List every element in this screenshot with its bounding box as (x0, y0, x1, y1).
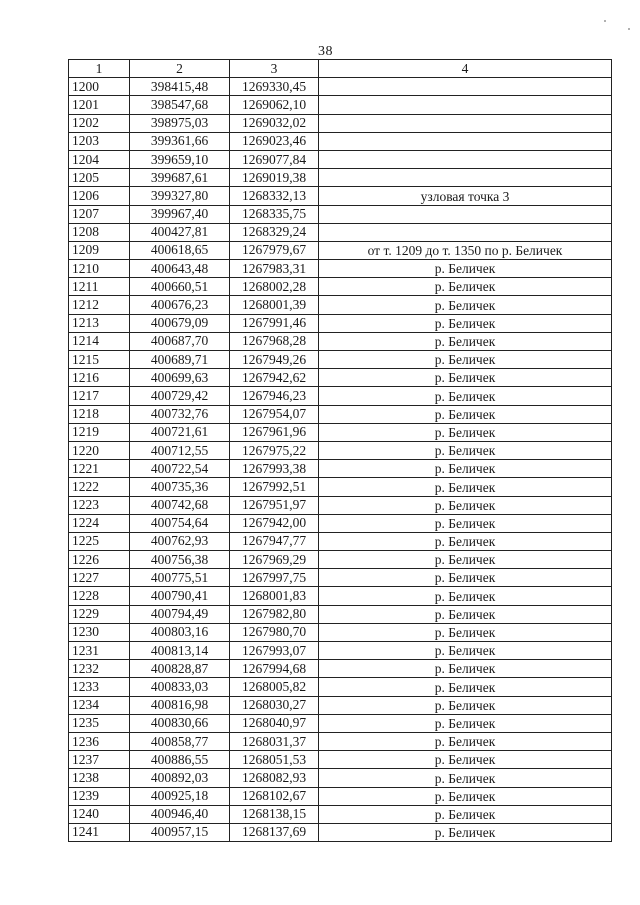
x-coordinate: 400699,63 (130, 369, 230, 387)
note: р. Беличек (319, 732, 612, 750)
note: р. Беличек (319, 769, 612, 787)
note: р. Беличек (319, 441, 612, 459)
point-number: 1209 (69, 241, 130, 259)
point-number: 1200 (69, 78, 130, 96)
note: р. Беличек (319, 751, 612, 769)
table-row (69, 241, 612, 259)
table-row (69, 441, 612, 459)
y-coordinate: 1268082,93 (230, 769, 319, 787)
point-number: 1231 (69, 642, 130, 660)
note (319, 205, 612, 223)
note: р. Беличек (319, 605, 612, 623)
point-number: 1234 (69, 696, 130, 714)
table-row (69, 405, 612, 423)
note: р. Беличек (319, 260, 612, 278)
y-coordinate: 1268051,53 (230, 751, 319, 769)
x-coordinate: 399687,61 (130, 169, 230, 187)
point-number: 1240 (69, 805, 130, 823)
table-header-row (69, 60, 612, 78)
table-row (69, 460, 612, 478)
table-row (69, 532, 612, 550)
y-coordinate: 1267993,07 (230, 642, 319, 660)
y-coordinate: 1267983,31 (230, 260, 319, 278)
x-coordinate: 400816,98 (130, 696, 230, 714)
y-coordinate: 1269023,46 (230, 132, 319, 150)
x-coordinate: 400946,40 (130, 805, 230, 823)
note: р. Беличек (319, 278, 612, 296)
y-coordinate: 1269330,45 (230, 78, 319, 96)
table-row (69, 187, 612, 205)
header-col-4: 4 (319, 60, 612, 78)
note: р. Беличек (319, 387, 612, 405)
note (319, 132, 612, 150)
point-number: 1235 (69, 714, 130, 732)
point-number: 1208 (69, 223, 130, 241)
x-coordinate: 399327,80 (130, 187, 230, 205)
point-number: 1218 (69, 405, 130, 423)
y-coordinate: 1268031,37 (230, 732, 319, 750)
note: р. Беличек (319, 696, 612, 714)
point-number: 1227 (69, 569, 130, 587)
y-coordinate: 1267942,00 (230, 514, 319, 532)
x-coordinate: 400660,51 (130, 278, 230, 296)
note: р. Беличек (319, 332, 612, 350)
table-row (69, 132, 612, 150)
x-coordinate: 400756,38 (130, 551, 230, 569)
table-row (69, 696, 612, 714)
point-number: 1211 (69, 278, 130, 296)
header-col-3: 3 (230, 60, 319, 78)
point-number: 1228 (69, 587, 130, 605)
y-coordinate: 1267951,97 (230, 496, 319, 514)
y-coordinate: 1268030,27 (230, 696, 319, 714)
y-coordinate: 1268001,83 (230, 587, 319, 605)
table-row (69, 787, 612, 805)
x-coordinate: 400712,55 (130, 441, 230, 459)
x-coordinate: 400830,66 (130, 714, 230, 732)
note: р. Беличек (319, 787, 612, 805)
point-number: 1229 (69, 605, 130, 623)
note: р. Беличек (319, 351, 612, 369)
point-number: 1239 (69, 787, 130, 805)
y-coordinate: 1267979,67 (230, 241, 319, 259)
table-row (69, 751, 612, 769)
table-row (69, 714, 612, 732)
note: р. Беличек (319, 587, 612, 605)
note: р. Беличек (319, 714, 612, 732)
point-number: 1204 (69, 150, 130, 168)
y-coordinate: 1267980,70 (230, 623, 319, 641)
x-coordinate: 400427,81 (130, 223, 230, 241)
y-coordinate: 1269032,02 (230, 114, 319, 132)
point-number: 1220 (69, 441, 130, 459)
point-number: 1202 (69, 114, 130, 132)
note: р. Беличек (319, 296, 612, 314)
point-number: 1223 (69, 496, 130, 514)
table-row (69, 769, 612, 787)
x-coordinate: 400754,64 (130, 514, 230, 532)
y-coordinate: 1268329,24 (230, 223, 319, 241)
note: р. Беличек (319, 460, 612, 478)
note: р. Беличек (319, 660, 612, 678)
note: р. Беличек (319, 569, 612, 587)
table-row (69, 587, 612, 605)
x-coordinate: 400762,93 (130, 532, 230, 550)
x-coordinate: 400886,55 (130, 751, 230, 769)
y-coordinate: 1267994,68 (230, 660, 319, 678)
point-number: 1232 (69, 660, 130, 678)
scan-speck (628, 28, 630, 30)
point-number: 1236 (69, 732, 130, 750)
x-coordinate: 400833,03 (130, 678, 230, 696)
table-row (69, 496, 612, 514)
note (319, 223, 612, 241)
note: р. Беличек (319, 805, 612, 823)
y-coordinate: 1267997,75 (230, 569, 319, 587)
y-coordinate: 1267993,38 (230, 460, 319, 478)
y-coordinate: 1267954,07 (230, 405, 319, 423)
note: р. Беличек (319, 532, 612, 550)
y-coordinate: 1268335,75 (230, 205, 319, 223)
y-coordinate: 1269019,38 (230, 169, 319, 187)
table-row (69, 369, 612, 387)
x-coordinate: 400735,36 (130, 478, 230, 496)
point-number: 1224 (69, 514, 130, 532)
point-number: 1216 (69, 369, 130, 387)
x-coordinate: 400813,14 (130, 642, 230, 660)
x-coordinate: 400722,54 (130, 460, 230, 478)
note: узловая точка 3 (319, 187, 612, 205)
table-row (69, 114, 612, 132)
x-coordinate: 398415,48 (130, 78, 230, 96)
table-row (69, 732, 612, 750)
x-coordinate: 400828,87 (130, 660, 230, 678)
note: р. Беличек (319, 642, 612, 660)
x-coordinate: 400742,68 (130, 496, 230, 514)
x-coordinate: 400732,76 (130, 405, 230, 423)
table-row (69, 642, 612, 660)
y-coordinate: 1268002,28 (230, 278, 319, 296)
y-coordinate: 1267991,46 (230, 314, 319, 332)
note: р. Беличек (319, 496, 612, 514)
x-coordinate: 400858,77 (130, 732, 230, 750)
y-coordinate: 1267982,80 (230, 605, 319, 623)
table-row (69, 423, 612, 441)
y-coordinate: 1267946,23 (230, 387, 319, 405)
note: от т. 1209 до т. 1350 по р. Беличек (319, 241, 612, 259)
point-number: 1222 (69, 478, 130, 496)
point-number: 1238 (69, 769, 130, 787)
coordinates-table (68, 59, 612, 842)
header-col-1: 1 (69, 60, 130, 78)
y-coordinate: 1268001,39 (230, 296, 319, 314)
point-number: 1206 (69, 187, 130, 205)
x-coordinate: 400794,49 (130, 605, 230, 623)
note: р. Беличек (319, 423, 612, 441)
x-coordinate: 399659,10 (130, 150, 230, 168)
point-number: 1214 (69, 332, 130, 350)
y-coordinate: 1267961,96 (230, 423, 319, 441)
table-row (69, 260, 612, 278)
point-number: 1210 (69, 260, 130, 278)
table-row (69, 514, 612, 532)
x-coordinate: 399361,66 (130, 132, 230, 150)
y-coordinate: 1267975,22 (230, 441, 319, 459)
y-coordinate: 1267969,29 (230, 551, 319, 569)
note: р. Беличек (319, 405, 612, 423)
note: р. Беличек (319, 514, 612, 532)
x-coordinate: 400803,16 (130, 623, 230, 641)
note (319, 169, 612, 187)
x-coordinate: 400643,48 (130, 260, 230, 278)
point-number: 1217 (69, 387, 130, 405)
table-row (69, 223, 612, 241)
x-coordinate: 400687,70 (130, 332, 230, 350)
table-row (69, 278, 612, 296)
note (319, 150, 612, 168)
point-number: 1205 (69, 169, 130, 187)
table-row (69, 296, 612, 314)
note (319, 96, 612, 114)
note: р. Беличек (319, 823, 612, 841)
table-row (69, 150, 612, 168)
table-row (69, 623, 612, 641)
point-number: 1233 (69, 678, 130, 696)
note: р. Беличек (319, 369, 612, 387)
point-number: 1225 (69, 532, 130, 550)
page-number: 38 (318, 44, 333, 59)
table-row (69, 569, 612, 587)
note (319, 114, 612, 132)
y-coordinate: 1267947,77 (230, 532, 319, 550)
x-coordinate: 400689,71 (130, 351, 230, 369)
y-coordinate: 1268102,67 (230, 787, 319, 805)
point-number: 1226 (69, 551, 130, 569)
table-body (69, 78, 612, 842)
table-row (69, 96, 612, 114)
x-coordinate: 400618,65 (130, 241, 230, 259)
note: р. Беличек (319, 678, 612, 696)
y-coordinate: 1267968,28 (230, 332, 319, 350)
x-coordinate: 400721,61 (130, 423, 230, 441)
y-coordinate: 1269077,84 (230, 150, 319, 168)
y-coordinate: 1268138,15 (230, 805, 319, 823)
x-coordinate: 400676,23 (130, 296, 230, 314)
point-number: 1219 (69, 423, 130, 441)
table-row (69, 78, 612, 96)
x-coordinate: 399967,40 (130, 205, 230, 223)
header-col-2: 2 (130, 60, 230, 78)
x-coordinate: 400925,18 (130, 787, 230, 805)
note: р. Беличек (319, 551, 612, 569)
y-coordinate: 1269062,10 (230, 96, 319, 114)
point-number: 1230 (69, 623, 130, 641)
table-row (69, 314, 612, 332)
table-row (69, 678, 612, 696)
scan-speck (604, 20, 606, 22)
x-coordinate: 398547,68 (130, 96, 230, 114)
point-number: 1207 (69, 205, 130, 223)
point-number: 1212 (69, 296, 130, 314)
point-number: 1221 (69, 460, 130, 478)
x-coordinate: 400957,15 (130, 823, 230, 841)
table-row (69, 169, 612, 187)
x-coordinate: 398975,03 (130, 114, 230, 132)
x-coordinate: 400679,09 (130, 314, 230, 332)
y-coordinate: 1267942,62 (230, 369, 319, 387)
x-coordinate: 400729,42 (130, 387, 230, 405)
point-number: 1201 (69, 96, 130, 114)
y-coordinate: 1267992,51 (230, 478, 319, 496)
y-coordinate: 1268040,97 (230, 714, 319, 732)
table-row (69, 351, 612, 369)
table-row (69, 205, 612, 223)
x-coordinate: 400775,51 (130, 569, 230, 587)
y-coordinate: 1267949,26 (230, 351, 319, 369)
table-row (69, 478, 612, 496)
note (319, 78, 612, 96)
table-row (69, 660, 612, 678)
x-coordinate: 400790,41 (130, 587, 230, 605)
y-coordinate: 1268332,13 (230, 187, 319, 205)
point-number: 1241 (69, 823, 130, 841)
table-row (69, 551, 612, 569)
note: р. Беличек (319, 623, 612, 641)
point-number: 1237 (69, 751, 130, 769)
table-row (69, 823, 612, 841)
note: р. Беличек (319, 478, 612, 496)
point-number: 1213 (69, 314, 130, 332)
table-row (69, 332, 612, 350)
point-number: 1203 (69, 132, 130, 150)
table-row (69, 387, 612, 405)
x-coordinate: 400892,03 (130, 769, 230, 787)
y-coordinate: 1268005,82 (230, 678, 319, 696)
table-row (69, 605, 612, 623)
y-coordinate: 1268137,69 (230, 823, 319, 841)
point-number: 1215 (69, 351, 130, 369)
note: р. Беличек (319, 314, 612, 332)
table-row (69, 805, 612, 823)
